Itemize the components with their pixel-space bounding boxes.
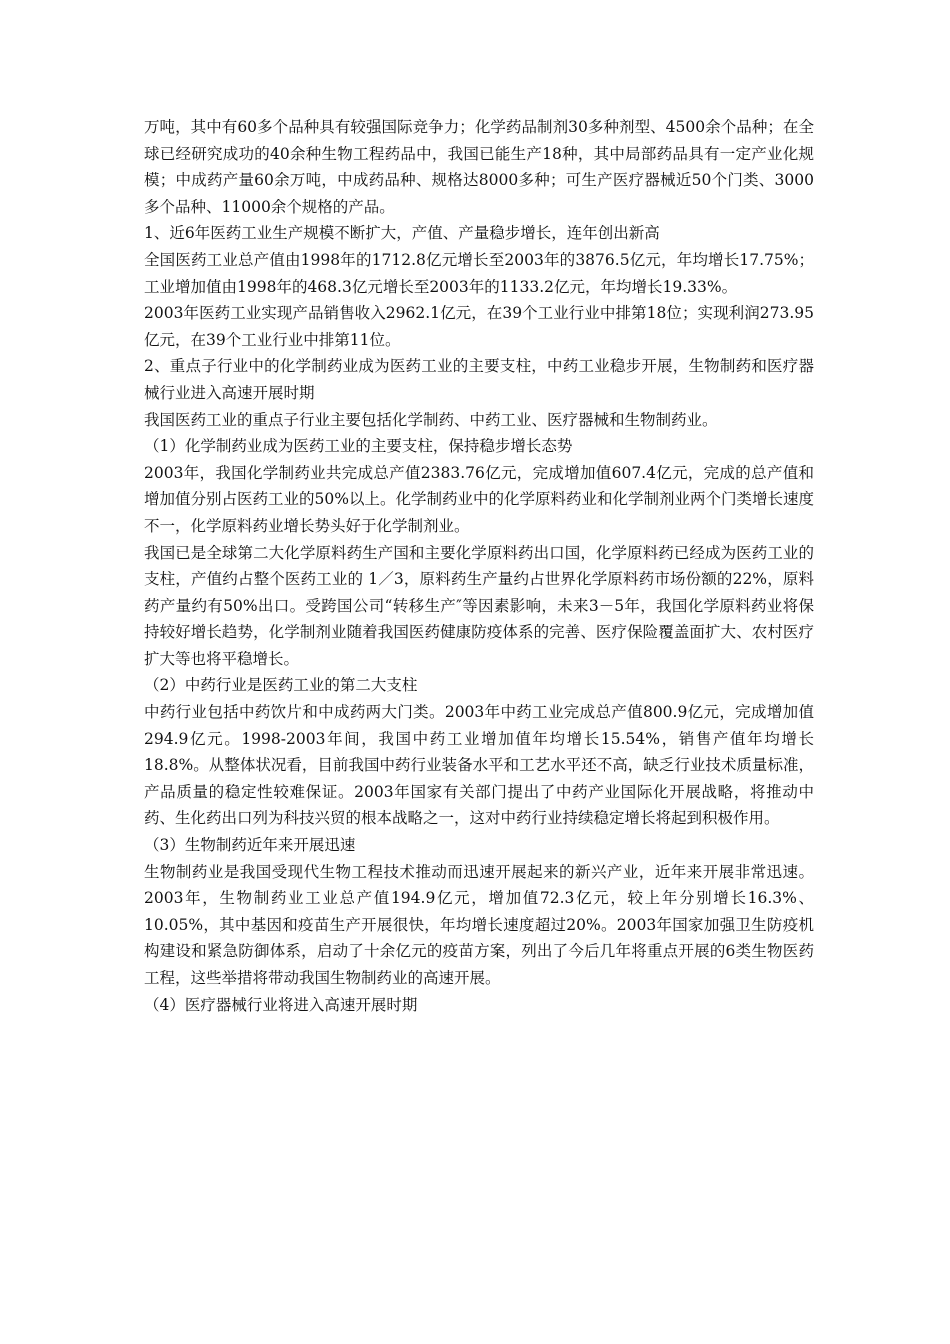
paragraph-sales-revenue: 2003年医药工业实现产品销售收入2962.1亿元，在39个工业行业中排第18位；实现利润273.95亿元，在39个工业行业中排第11位。: [144, 304, 814, 349]
document-body: [144, 114, 814, 1018]
paragraph-biopharma: 生物制药业是我国受现代生物工程技术推动而迅速开展起来的新兴产业，近年来开展非常迅速。2003年，生物制药业工业总产值194.9亿元，增加值72.3亿元，较上年分别增长16.3%、10.05%，其中基因和疫苗生产开展很快，年均增长速度超过20%。2003年国家加强卫生防疫机构建设和紧急防御体系，启动了十余亿元的疫苗方案，列出了今后几年将重点开展的6类生物医药工程，这些举措将带动我国生物制药业的高速开展。: [144, 862, 814, 987]
paragraph-sub-industries: 我国医药工业的重点子行业主要包括化学制药、中药工业、医疗器械和生物制药业。: [144, 410, 718, 429]
sub-heading-chemical-pharma: （1）化学制药业成为医药工业的主要支柱，保持稳步增长态势: [144, 437, 573, 456]
paragraph-chemical-pharma-2003: 2003年，我国化学制药业共完成总产值2383.76亿元，完成增加值607.4亿元，完成的总产值和增加值分别占医药工业的50%以上。化学制药业中的化学原料药业和化学制剂业两个门类增长速度不一，化学原料药业增长势头好于化学制剂业。: [144, 463, 814, 535]
section-heading-2: 2、重点子行业中的化学制药业成为医药工业的主要支柱，中药工业稳步开展，生物制药和医疗器械行业进入高速开展时期: [144, 357, 814, 402]
section-heading-1: 1、近6年医药工业生产规模不断扩大，产值、产量稳步增长，连年创出新高: [144, 224, 660, 243]
sub-heading-biopharma: （3）生物制药近年来开展迅速: [144, 836, 356, 855]
sub-heading-medical-devices: （4）医疗器械行业将进入高速开展时期: [144, 995, 418, 1014]
paragraph-output-value: 全国医药工业总产值由1998年的1712.8亿元增长至2003年的3876.5亿元，年均增长17.75%；工业增加值由1998年的468.3亿元增长至2003年的1133.2亿元，年均增长19.33%。: [144, 250, 814, 296]
paragraph-tcm-industry: 中药行业包括中药饮片和中成药两大门类。2003年中药工业完成总产值800.9亿元，完成增加值294.9亿元。1998-2003年间，我国中药工业增加值年均增长15.54%，销售产值年均增长18.8%。从整体状况看，目前我国中药行业装备水平和工艺水平还不高，缺乏行业技术质量标准，产品质量的稳定性较难保证。2003年国家有关部门提出了中药产业国际化开展战略，将推动中药、生化药出口列为科技兴贸的根本战略之一，这对中药行业持续稳定增长将起到积极作用。: [144, 703, 814, 828]
paragraph-intro-continued: 万吨，其中有60多个品种具有较强国际竞争力；化学药品制剂30多种剂型、4500余个品种；在全球已经研究成功的40余种生物工程药品中，我国已能生产18种，其中局部药品具有一定产业化规模；中成药产量60余万吨，中成药品种、规格达8000多种；可生产医疗器械近50个门类、3000多个品种、11000余个规格的产品。: [144, 118, 814, 216]
sub-heading-tcm: （2）中药行业是医药工业的第二大支柱: [144, 676, 418, 695]
paragraph-api-producer: 我国已是全球第二大化学原料药生产国和主要化学原料药出口国，化学原料药已经成为医药工业的支柱，产值约占整个医药工业的 1／3，原料药生产量约占世界化学原料药市场份额的22%，原料药产量约有50%出口。受跨国公司“转移生产″等因素影响，未来3－5年，我国化学原料药业将保持较好增长趋势，化学制剂业随着我国医药健康防疫体系的完善、医疗保险覆盖面扩大、农村医疗扩大等也将平稳增长。: [144, 543, 814, 668]
